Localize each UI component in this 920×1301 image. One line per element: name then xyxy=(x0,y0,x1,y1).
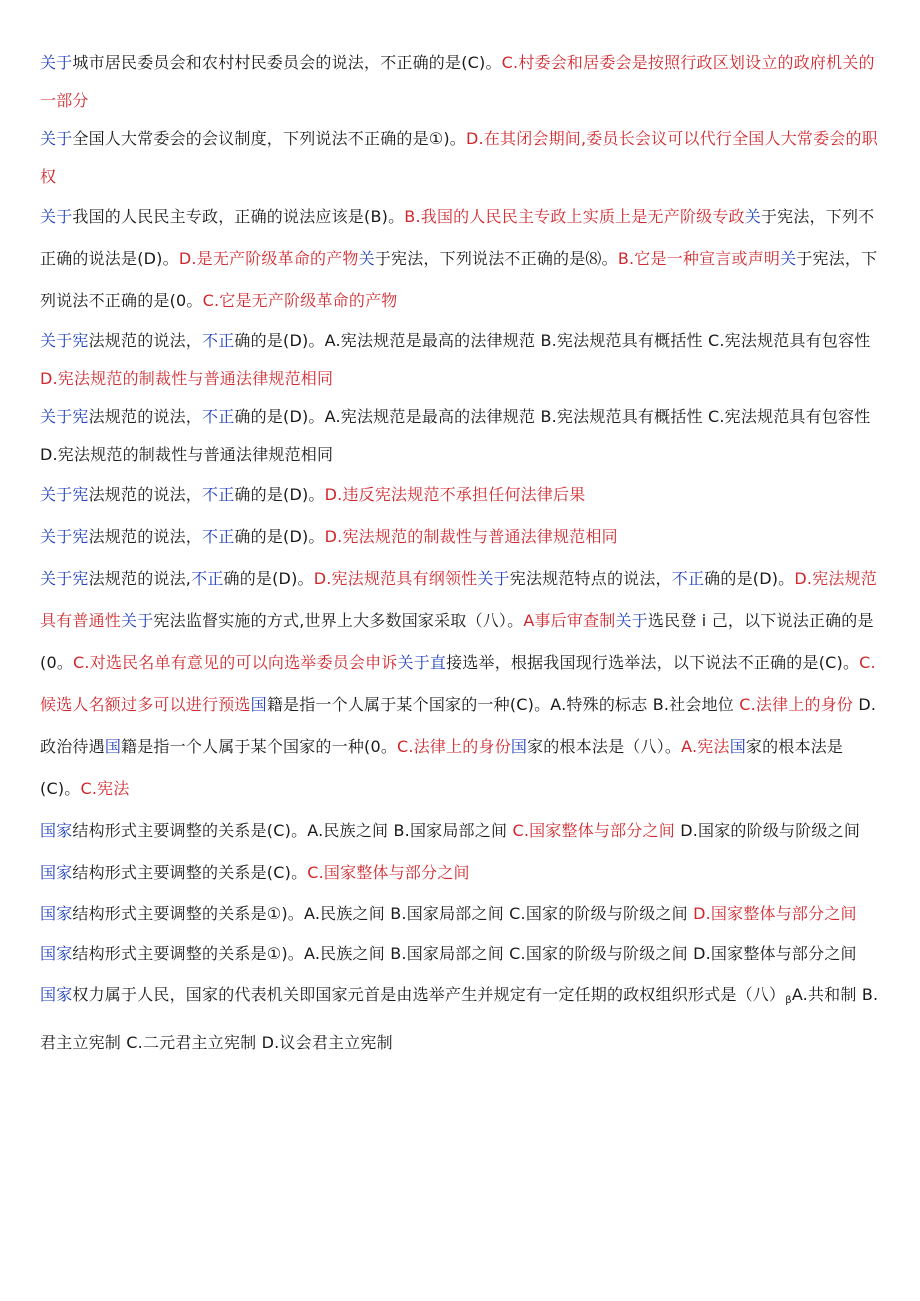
answer-text: C.宪法 xyxy=(80,779,130,798)
answer-text: D.宪法规范具有纲领性 xyxy=(313,569,478,588)
question-text: 法规范的说法, xyxy=(88,569,192,588)
paragraph xyxy=(40,516,882,558)
highlight-text: 关于 xyxy=(40,207,73,226)
paragraph xyxy=(40,810,882,852)
question-text: 接选举，根据我国现行选举法，以下说法不正确的是(C)。 xyxy=(446,653,860,672)
answer-text: B.它是一种宣言或声明 xyxy=(617,249,781,268)
question-text: 籍是指一个人属于某个国家的一种(C)。A.特殊的标志 B.社会地位 xyxy=(266,695,740,714)
question-text: 结构形式主要调整的关系是①)。A.民族之间 B.国家局部之间 C.国家的阶级与阶级之间 xyxy=(72,904,694,923)
question-text: D.国家的阶级与阶级之间 xyxy=(674,821,861,840)
answer-text: C.候选人名额过多可以进行预选 xyxy=(40,653,876,714)
highlight-text: 关于宪 xyxy=(40,331,89,350)
answer-text: C.法律上的身份 xyxy=(397,737,511,756)
highlight-text: 不正 xyxy=(202,527,235,546)
answer-text: D.宪法规范的制裁性与普通法律规范相同 xyxy=(324,527,618,546)
question-text: 法规范的说法， xyxy=(88,485,203,504)
highlight-text: 关于 xyxy=(477,569,510,588)
question-text: 确的是(D)。 xyxy=(704,569,795,588)
question-text: 我国的人民民主专政，正确的说法应该是(B)。 xyxy=(72,207,405,226)
highlight-text: 关于宪 xyxy=(40,485,89,504)
highlight-text: 不正 xyxy=(671,569,705,588)
highlight-text: 关于 xyxy=(40,53,73,72)
question-text: 于宪法，下列说法不正确的是(0。 xyxy=(40,249,878,310)
answer-text: B.我国的人民民主专政上实质上是无产阶级专政 xyxy=(404,207,745,226)
highlight-text: 不正 xyxy=(191,569,224,588)
highlight-text: 国 xyxy=(729,737,746,756)
highlight-text: 不正 xyxy=(202,331,235,350)
answer-text: C.村委会和居委会是按照行政区划设立的政府机关的一部分 xyxy=(40,53,875,110)
question-text: 家的根本法是(C)。 xyxy=(40,737,844,798)
paragraph xyxy=(40,120,882,196)
question-text: D.政治待遇 xyxy=(40,695,877,756)
question-text: 结构形式主要调整的关系是(C)。 xyxy=(72,863,308,882)
answer-text: D.国家整体与部分之间 xyxy=(693,904,857,923)
question-text: 法规范的说法， xyxy=(88,527,203,546)
question-text: 于宪法，下列说法不正确的是⑻。 xyxy=(374,249,618,268)
question-text: 确的是(D)。A.宪法规范是最高的法律规范 B.宪法规范具有概括性 C.宪法规范具有包容性 xyxy=(234,331,871,350)
answer-text: D.是无产阶级革命的产物 xyxy=(178,249,359,268)
paragraph xyxy=(40,852,882,894)
answer-text: A.宪法 xyxy=(681,737,730,756)
highlight-text: 关于宪 xyxy=(40,527,89,546)
paragraph xyxy=(40,322,882,398)
highlight-text: 国 xyxy=(250,695,267,714)
highlight-text: 不正 xyxy=(202,485,235,504)
question-text: 宪法监督实施的方式,世界上大多数国家采取（八）。 xyxy=(153,611,524,630)
paragraph xyxy=(40,474,882,516)
answer-text: C.国家整体与部分之间 xyxy=(307,863,470,882)
answer-text: A事后审查制 xyxy=(523,611,616,630)
question-text: 全国人大常委会的会议制度，下列说法不正确的是①)。 xyxy=(72,129,466,148)
paragraph xyxy=(40,44,882,120)
question-text: 家的根本法是（八）。 xyxy=(527,737,682,756)
highlight-text: 国家 xyxy=(40,985,73,1004)
question-text: 确的是(D)。 xyxy=(234,485,325,504)
answer-text: C.法律上的身份 xyxy=(739,695,854,714)
highlight-text: 关于 xyxy=(615,611,648,630)
highlight-text: 不正 xyxy=(202,407,235,426)
question-text: 城市居民委员会和农村村民委员会的说法，不正确的是(C)。 xyxy=(72,53,502,72)
question-text: 权力属于人民，国家的代表机关即国家元首是由选举产生并规定有一定任期的政权组织形式是（八） xyxy=(72,985,786,1004)
highlight-text: 国家 xyxy=(40,863,73,882)
question-text: 籍是指一个人属于某个国家的一种(0。 xyxy=(121,737,398,756)
paragraph xyxy=(40,934,882,974)
answer-text: C.对选民名单有意见的可以向选举委员会申诉 xyxy=(73,653,398,672)
question-text: 结构形式主要调整的关系是(C)。A.民族之间 B.国家局部之间 xyxy=(72,821,513,840)
highlight-text: 关 xyxy=(744,207,761,226)
highlight-text: 国家 xyxy=(40,944,73,963)
paragraph xyxy=(40,974,882,1064)
question-text: 结构形式主要调整的关系是①)。A.民族之间 B.国家局部之间 C.国家的阶级与阶级之间 D.国家整体与部分之间 xyxy=(72,944,857,963)
question-text: 于宪法，下列不正确的说法是(D)。 xyxy=(40,207,875,268)
highlight-text: 国家 xyxy=(40,821,73,840)
answer-text: C.它是无产阶级革命的产物 xyxy=(202,291,398,310)
highlight-text: 关于 xyxy=(40,129,73,148)
highlight-text: 关于宪 xyxy=(40,407,89,426)
highlight-text: 关于宪 xyxy=(40,569,89,588)
question-text: 确的是(D)。A.宪法规范是最高的法律规范 B.宪法规范具有概括性 C.宪法规范具有包容性 D.宪法规范的制裁性与普通法律规范相同 xyxy=(40,407,871,464)
question-text: 确的是(D)。 xyxy=(223,569,314,588)
question-text: 选民登 i 己，以下说法正确的是(0。 xyxy=(40,611,874,672)
paragraph xyxy=(40,894,882,934)
highlight-text: 关 xyxy=(780,249,797,268)
paragraph xyxy=(40,398,882,474)
highlight-text: 国 xyxy=(510,737,528,756)
highlight-text: 关于 xyxy=(121,611,154,630)
highlight-text: 国 xyxy=(104,737,122,756)
answer-text: C.国家整体与部分之间 xyxy=(512,821,675,840)
answer-text: D.在其闭会期间,委员长会议可以代行全国人大常委会的职权 xyxy=(40,129,878,186)
highlight-text: 关于直 xyxy=(397,653,447,672)
question-text: 确的是(D)。 xyxy=(234,527,325,546)
question-text: 宪法规范特点的说法， xyxy=(509,569,672,588)
question-text: A.共和制 B.君主立宪制 C.二元君主立宪制 D.议会君主立宪制 xyxy=(40,985,879,1052)
answer-text: D.宪法规范的制裁性与普通法律规范相同 xyxy=(40,369,334,388)
answer-text: D.宪法规范具有普通性 xyxy=(40,569,877,630)
question-text: 法规范的说法， xyxy=(88,331,203,350)
paragraph xyxy=(40,558,882,810)
highlight-text: 国家 xyxy=(40,904,73,923)
paragraph xyxy=(40,196,882,322)
question-text: 法规范的说法， xyxy=(88,407,203,426)
highlight-text: 关 xyxy=(358,249,375,268)
question-text: β xyxy=(785,995,792,1006)
answer-text: D.违反宪法规范不承担任何法律后果 xyxy=(324,485,586,504)
